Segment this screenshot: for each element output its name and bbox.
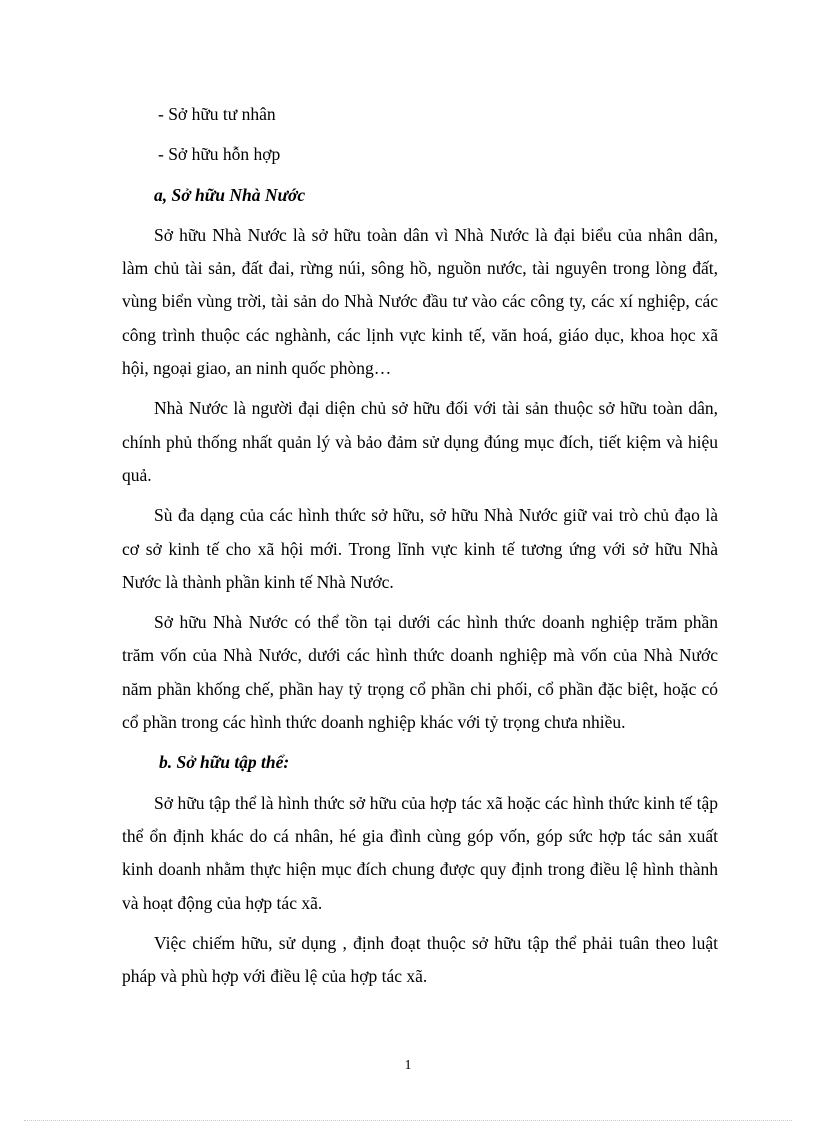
page-bottom-divider xyxy=(24,1120,792,1121)
section-a-heading: a, Sở hữu Nhà Nước xyxy=(154,184,306,205)
section-a-paragraph-3: Sù đa dạng của các hình thức sở hữu, sở hữu Nhà Nước giữ vai trò chủ đạo là cơ sở kinh tế cho xã hội mới. Trong lĩnh vực kinh tế tương ứng với sở hữu Nhà Nước là thành phần kinh tế Nhà Nước. xyxy=(122,505,718,592)
page-body xyxy=(122,98,718,1000)
section-b-heading: b. Sở hữu tập thể: xyxy=(159,752,290,773)
section-a-paragraph-1: Sở hữu Nhà Nước là sở hữu toàn dân vì Nhà Nước là đại biểu của nhân dân, làm chủ tài sản, đất đai, rừng núi, sông hồ, nguồn nước, tài nguyên trong lòng đất, vùng biển vùng trời, tài sản do Nhà Nước đầu tư vào các công ty, các xí nghiệp, các công trình thuộc các nghành, các lịnh vực kinh tế, văn hoá, giáo dục, khoa học xã hội, ngoại giao, an ninh quốc phòng… xyxy=(122,224,718,379)
page-number: 1 xyxy=(404,1058,412,1073)
section-a-paragraph-4: Sở hữu Nhà Nước có thể tồn tại dưới các hình thức doanh nghiệp trăm phần trăm vốn của Nhà Nước, dưới các hình thức doanh nghiệp mà vốn của Nhà Nước năm phần khống chế, phần hay tỷ trọng cổ phần chi phối, cổ phần đặc biệt, hoặc có cổ phần trong các hình thức doanh nghiệp khác với tỷ trọng chưa nhiều. xyxy=(122,612,718,733)
list-item-private-ownership: - Sở hữu tư nhân xyxy=(158,104,276,124)
section-a-paragraph-2: Nhà Nước là người đại diện chủ sở hữu đối với tài sản thuộc sở hữu toàn dân, chính phủ thống nhất quản lý và bảo đảm sử dụng đúng mục đích, tiết kiệm và hiệu quả. xyxy=(122,398,718,485)
list-item-mixed-ownership: - Sở hữu hỗn hợp xyxy=(158,144,281,165)
section-b-paragraph-1: Sở hữu tập thể là hình thức sở hữu của hợp tác xã hoặc các hình thức kinh tế tập thể ổn định khác do cá nhân, hé gia đình cùng góp vốn, góp sức hợp tác sản xuất kinh doanh nhằm thực hiện mục đích chung được quy định trong điều lệ hình thành và hoạt động của hợp tác xã. xyxy=(122,792,718,913)
section-b-paragraph-2: Việc chiếm hữu, sử dụng , định đoạt thuộc sở hữu tập thể phải tuân theo luật pháp và phù hợp với điều lệ của hợp tác xã. xyxy=(122,932,718,987)
